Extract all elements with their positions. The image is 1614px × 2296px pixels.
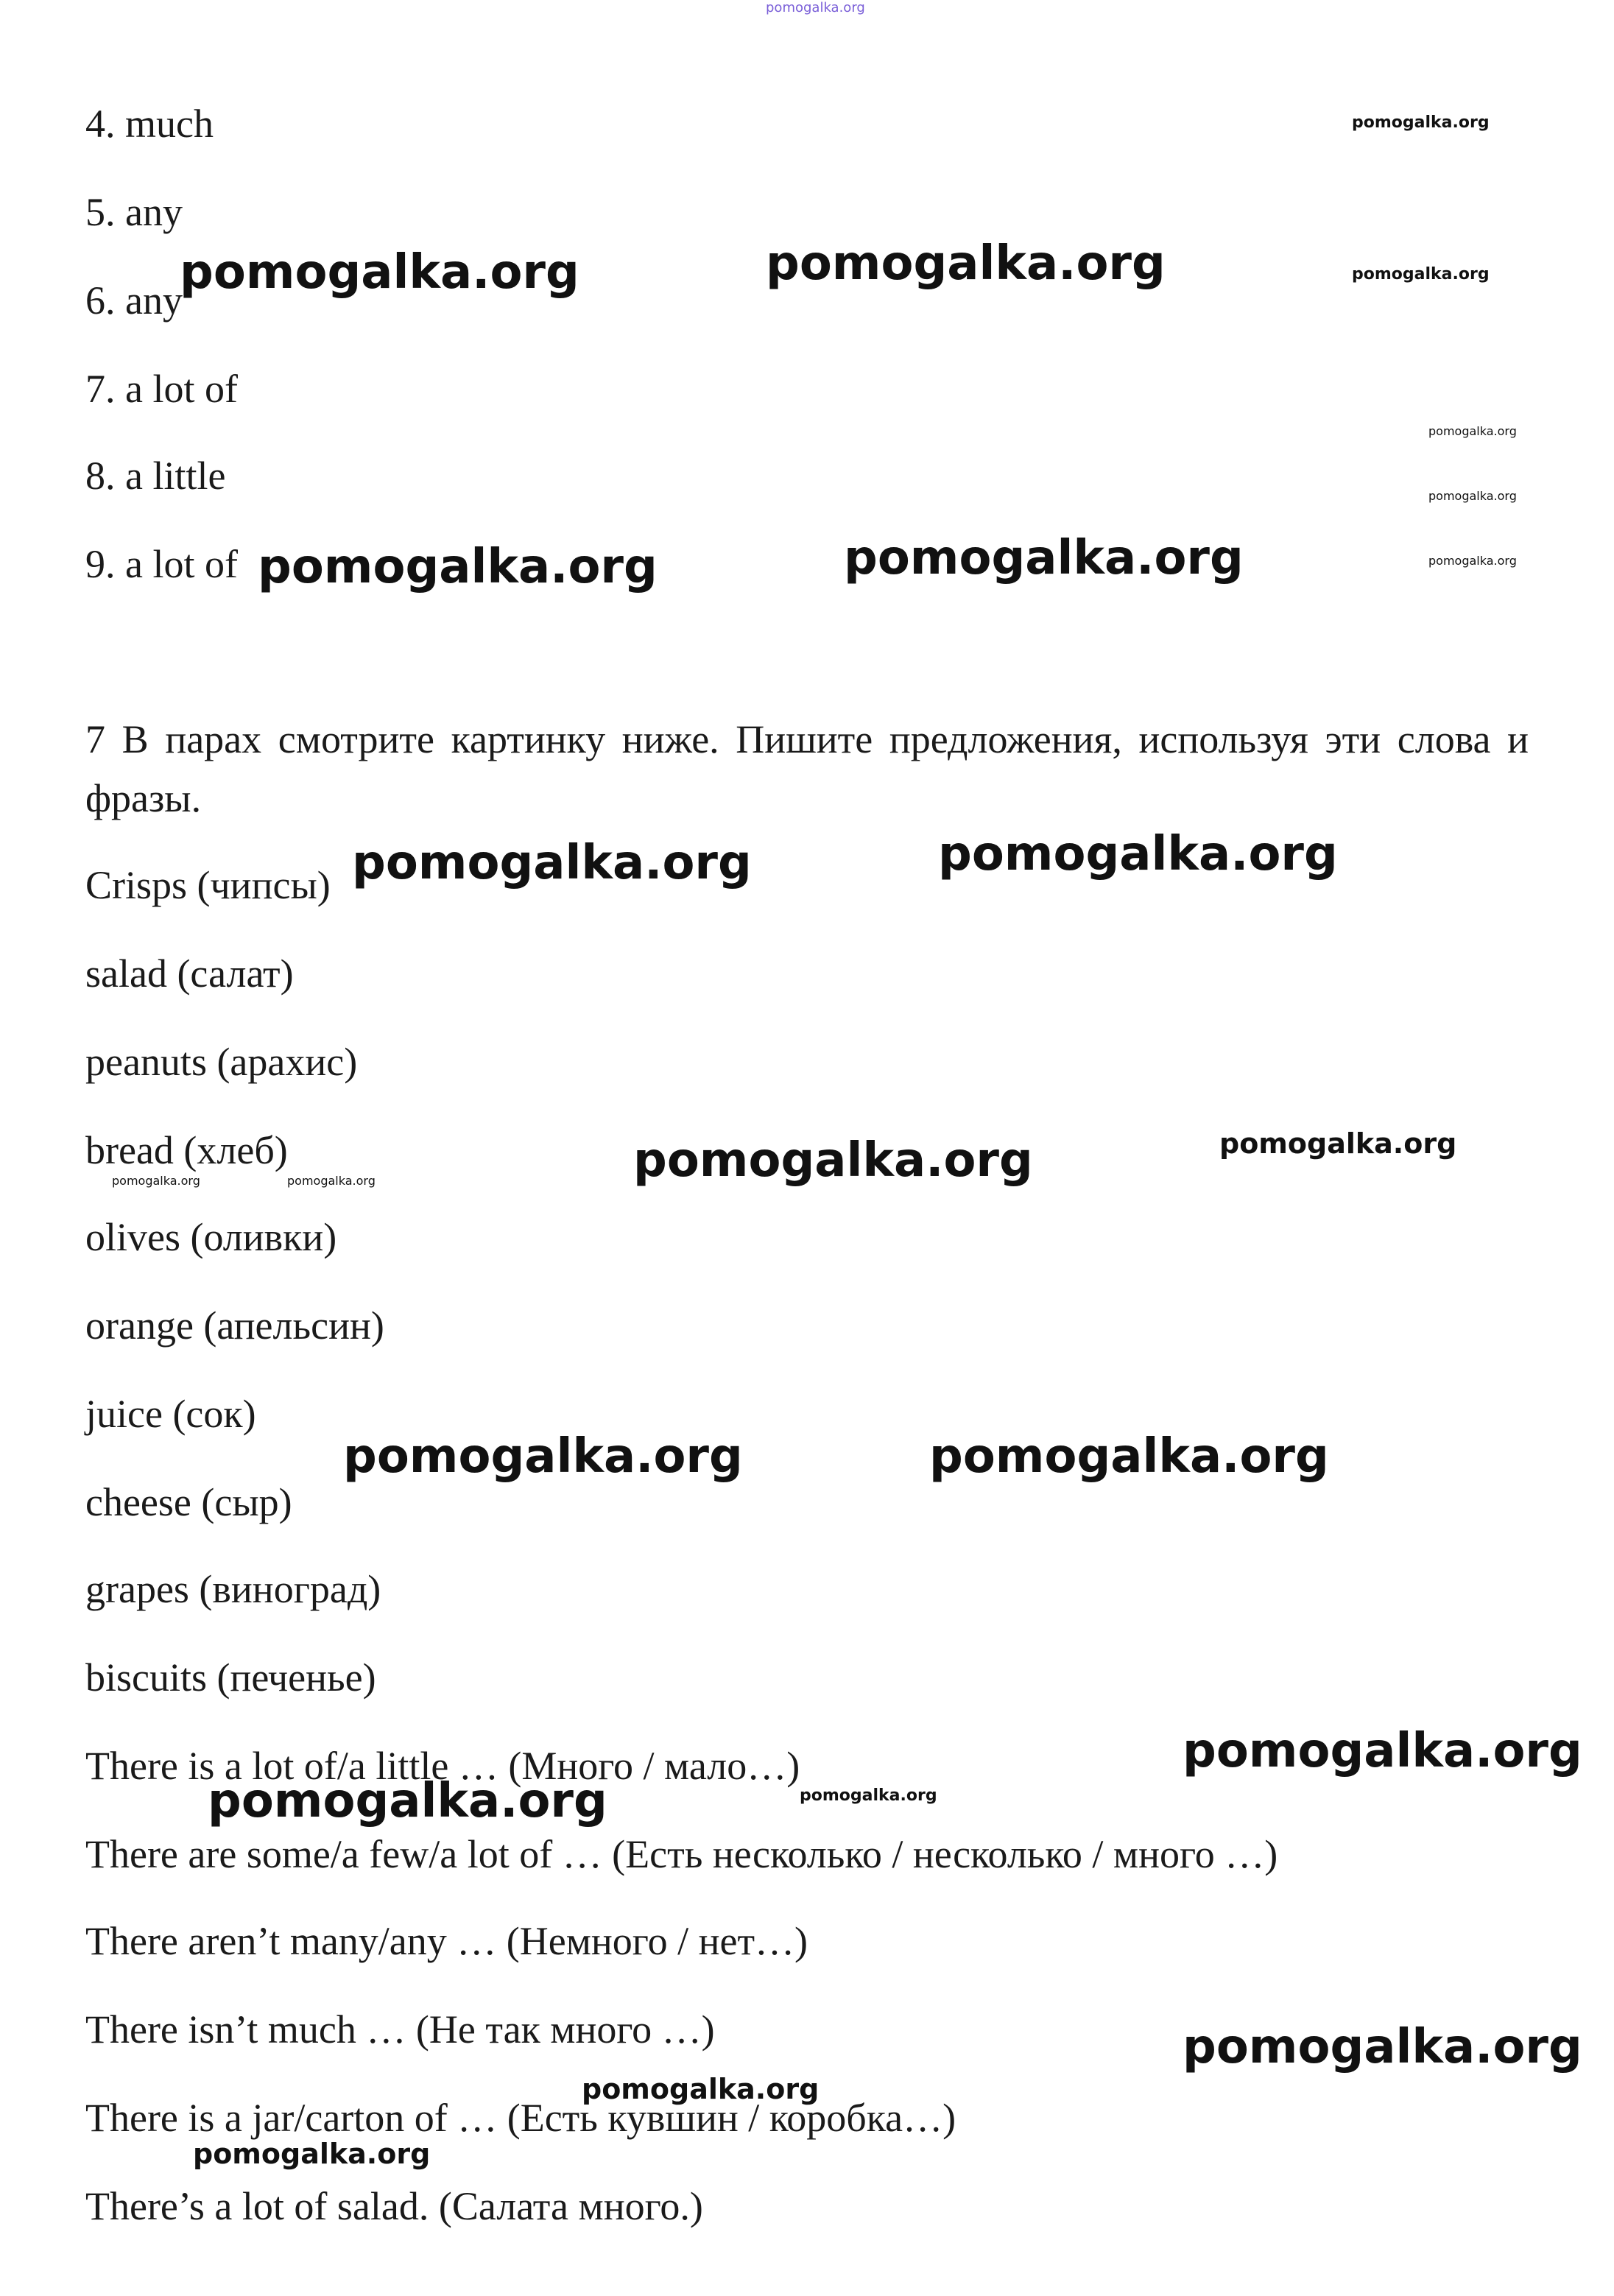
watermark: pomogalka.org: [180, 245, 579, 300]
word-item: salad (салат): [85, 951, 294, 996]
phrase-item: There is a jar/carton of … (Есть кувшин / коробка…): [85, 2096, 956, 2140]
watermark: pomogalka.org: [208, 1774, 607, 1828]
word-item: bread (хлеб): [85, 1128, 288, 1172]
watermark: pomogalka.org: [193, 2138, 431, 2170]
word-item: grapes (виноград): [85, 1567, 381, 1611]
watermark: pomogalka.org: [352, 836, 752, 890]
word-item: orange (апельсин): [85, 1303, 384, 1348]
word-item: juice (сок): [85, 1392, 256, 1436]
phrase-item: There is a lot of/a little … (Много / мало…): [85, 1744, 800, 1788]
answer-5: 5. any: [85, 190, 183, 234]
answer-9: 9. a lot of: [85, 542, 238, 586]
answer-4: 4. much: [85, 102, 214, 146]
watermark: pomogalka.org: [1428, 554, 1517, 568]
watermark: pomogalka.org: [633, 1133, 1033, 1188]
watermark: pomogalka.org: [800, 1786, 937, 1805]
watermark: pomogalka.org: [1219, 1127, 1457, 1160]
watermark: pomogalka.org: [1183, 1724, 1582, 1778]
watermark: pomogalka.org: [844, 531, 1244, 585]
phrase-item: There are some/a few/a lot of … (Есть несколько / несколько / много …): [85, 1832, 1278, 1876]
answer-7: 7. a lot of: [85, 367, 238, 411]
watermark-top: pomogalka.org: [766, 0, 865, 15]
watermark: pomogalka.org: [1183, 2020, 1582, 2074]
phrase-item: There isn’t much … (Не так много …): [85, 2007, 715, 2052]
watermark: pomogalka.org: [343, 1429, 743, 1484]
watermark: pomogalka.org: [112, 1174, 200, 1188]
answer-8: 8. a little: [85, 454, 226, 498]
answer-6: 6. any: [85, 278, 183, 323]
word-item: peanuts (арахис): [85, 1040, 358, 1084]
watermark: pomogalka.org: [766, 236, 1166, 291]
watermark: pomogalka.org: [929, 1429, 1329, 1484]
task-paragraph: 7 В парах смотрите картинку ниже. Пишите предложения, используя эти слова и фразы.: [85, 717, 1529, 820]
watermark: pomogalka.org: [287, 1174, 376, 1188]
watermark: pomogalka.org: [1428, 424, 1517, 438]
phrase-item: There’s a lot of salad. (Салата много.): [85, 2184, 703, 2228]
word-item: olives (оливки): [85, 1215, 337, 1259]
word-item: biscuits (печенье): [85, 1655, 376, 1700]
watermark: pomogalka.org: [1352, 265, 1490, 284]
watermark: pomogalka.org: [1428, 489, 1517, 503]
phrase-item: There aren’t many/any … (Немного / нет…): [85, 1919, 808, 1963]
word-item: cheese (сыр): [85, 1480, 292, 1524]
watermark: pomogalka.org: [258, 540, 658, 594]
word-item: Crisps (чипсы): [85, 863, 331, 907]
watermark: pomogalka.org: [938, 827, 1338, 881]
watermark: pomogalka.org: [582, 2073, 820, 2105]
watermark: pomogalka.org: [1352, 113, 1490, 132]
